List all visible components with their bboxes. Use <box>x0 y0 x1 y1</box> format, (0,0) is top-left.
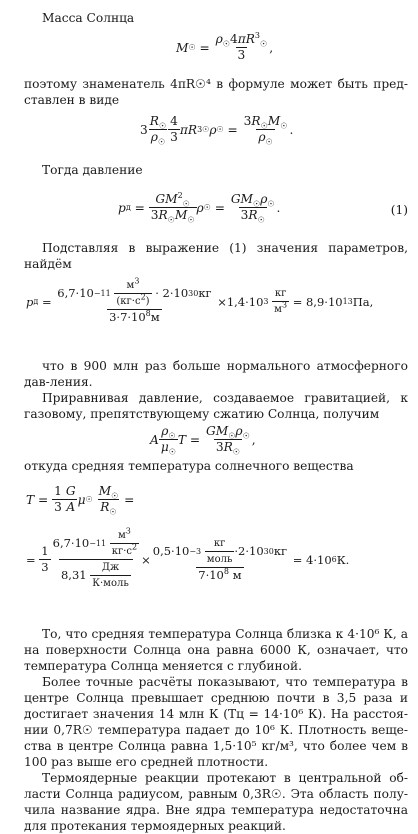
paragraph-mass-intro: Масса Солнца <box>42 11 135 25</box>
paragraph-pressure-intro: Тогда давление <box>42 163 143 177</box>
paragraph-denominator: поэтому знаменатель 4πR☉⁴ в формуле может быть пред-ставлен в виде <box>24 77 408 107</box>
paragraph-surface-temperature: То, что средняя температура Солнца близка к 4·10⁶ К, а на поверхности Солнца она равна 6000 К, означает, что температура Солнца меняется с глубиной. <box>24 627 408 673</box>
paragraph-comparison: что в 900 млн раз больше нормального атмосферного дав-ления. <box>24 359 408 389</box>
textbook-page: Масса Солнца M ☉ = $\frac{\rho_☉4\pi R^3_☉}{3}$ , поэтому знаменатель 4πR☉⁴ в формуле может быть пред-ставлен в виде 3 $\frac{R_☉}{\rho_☉}$ $\frac{4}{3}$ πR 3 ☉ ρ ☉ = $\frac{3R_☉M_☉}{\rho_☉}$ . Тогда давление p д = $\frac{GM^2_☉}{3R_☉M_☉}$ ρ ☉ = $\frac{GM_☉\rho_☉}{3R_☉}$ . (1) Подставляя в выражение (1) значения параметров, найдём p д = 6,7·10 −11 $\frac{м^3}{(кг\cdot с^2)}$ · 2·10 30 кг $3\cdot 7\cdot 10^8м$ ×1,4·10 3 $\frac{кг}{м^3}$ = 8,9·10 13 Па, что в 900 млн раз больше нормального атмосферного дав-ления. Приравнивая давление, создаваемое гравитацией, к газовому, препятствующему сжатию Солнца, получим A $\frac{\rho_☉}{\mu_☉}$ T = $\frac{GM_☉\rho_☉}{3R_☉}$ , откуда средняя температура солнечного вещества T = $\frac{1}{3}$ $\frac{G}{A}$ μ ☉ $\frac{M_☉}{R_☉}$ = = $\frac{1}{3}$ 6,7·10 −11 $\frac{м^3}{кг\cdot с^2}$ 8,31 $\frac{Дж}{\text{К·моль}}$ × 0,5·10 −3 $\frac{кг}{\text{моль}}$ ·2·10 30 кг $7\cdot 10^8$ м = 4·10 6 К. То, что средняя температура Солнца близка к 4·10⁶ К, а на поверхности Солнца она равна 6000 К, означает, что температура Солнца меняется с глубиной. Более точные расчёты показывают, что температура в центре Солнца превышает среднюю почти в 3,5 раза и достигает значения 14 млн К (Tц = 14·10⁶ К). На расстоя-нии 0,7R☉ температура падает до 10⁶ К. Плотность веще-ства в центре Солнца равна 1,5·10⁵ кг/м³, что более чем в 100 раз выше его средней плотности. Термоядерные реакции протекают в центральной об-ласти Солнца радиусом, равным 0,3R☉. Эта область полу-чила название ядра. Вне ядра температура недостаточна для протекания термоядерных реакций. <box>24 11 408 833</box>
paragraph-core-temperature: Более точные расчёты показывают, что температура в центре Солнца превышает среднюю почти в 3,5 раза и достигает значения 14 млн К (Tц = 14·10⁶ К). На расстоя-нии 0,7R☉ температура падает до 10⁶ К. Плотность веще-ства в центре Солнца равна 1,5·10⁵ кг/м³, что более чем в 100 раз выше его средней плотности. <box>24 675 408 769</box>
equation-number: (1) <box>390 203 408 217</box>
paragraph-substitution: Подставляя в выражение (1) значения параметров, найдём <box>24 241 408 271</box>
paragraph-thermonuclear: Термоядерные реакции протекают в центральной об-ласти Солнца радиусом, равным 0,3R☉. Эта область полу-чила название ядра. Вне ядра температура недостаточна для протекания термоядерных реакций. <box>24 771 408 833</box>
paragraph-equating: Приравнивая давление, создаваемое гравитацией, к газовому, препятствующему сжатию Солнца, получим <box>24 391 408 421</box>
paragraph-temperature-intro: откуда средняя температура солнечного вещества <box>24 459 354 473</box>
